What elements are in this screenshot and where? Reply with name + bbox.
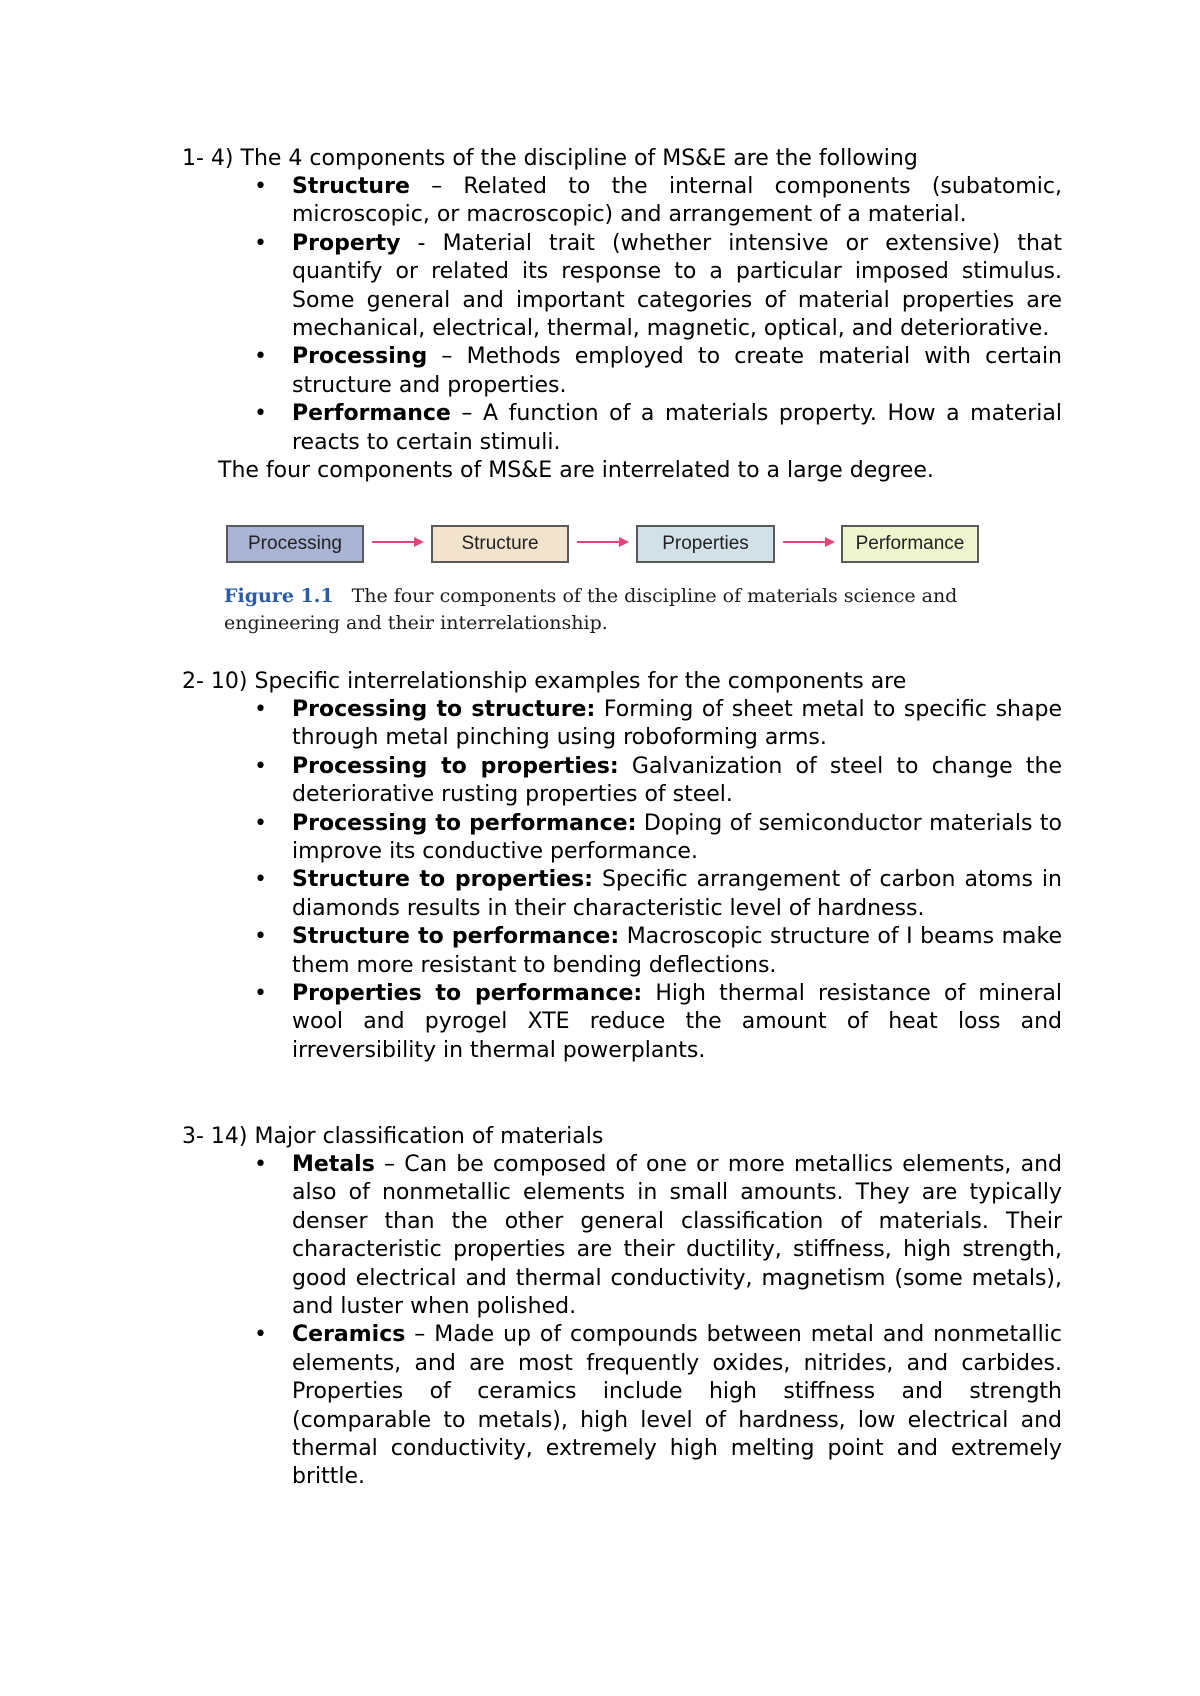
item-term: Processing to performance: bbox=[292, 810, 637, 836]
item-term: Processing bbox=[292, 344, 428, 370]
item-text: – A function of a materials property. How a material reacts to certain stimuli. bbox=[292, 401, 1062, 455]
list-item bbox=[182, 753, 1062, 810]
list-item bbox=[182, 866, 1062, 923]
bullet-icon: • bbox=[254, 697, 267, 722]
bullet-list bbox=[182, 1151, 1062, 1492]
item-text: – Methods employed to create material with certain structure and properties. bbox=[292, 344, 1062, 398]
box-structure: Structure bbox=[431, 525, 569, 563]
item-text: - Material trait (whether intensive or extensive) that quantify or related its response to a particular imposed stimulus. Some general and important categories of material properties are mechanical, electrical, thermal, magnetic, optical, and deteriorative. bbox=[292, 230, 1062, 342]
item-text: Galvanization of steel to change the deteriorative rusting properties of steel. bbox=[292, 753, 1062, 808]
closing-sentence: The four components of MS&E are interrelated to a large degree. bbox=[218, 458, 934, 484]
item-term: Structure to properties: bbox=[292, 867, 593, 893]
item-term: Structure to performance: bbox=[292, 924, 620, 950]
arrow-right-icon bbox=[781, 530, 837, 554]
item-text: – Related to the internal components (subatomic, microscopic, or macroscopic) and arrangement of a material. bbox=[292, 174, 1062, 228]
list-item bbox=[182, 230, 1062, 344]
list-item bbox=[182, 1151, 1062, 1321]
item-term: Processing to structure: bbox=[292, 697, 596, 722]
section-interrelationships bbox=[182, 668, 1062, 1065]
bullet-list bbox=[182, 696, 1062, 1065]
flow-diagram bbox=[224, 522, 1064, 566]
item-term: Structure bbox=[292, 174, 410, 199]
list-item bbox=[182, 343, 1062, 400]
figure-caption-text: The four components of the discipline of materials science and engineering and their interrelationship. bbox=[224, 585, 958, 634]
section-heading: 2- 10) Specific interrelationship examples for the components are bbox=[182, 669, 907, 694]
bullet-icon: • bbox=[254, 1152, 267, 1177]
list-item bbox=[182, 980, 1062, 1065]
item-text: – Made up of compounds between metal and nonmetallic elements, and are most frequently oxides, nitrides, and carbides. Properties of ceramics include high stiffness and strength (comparable to metals), high level of hardness, low electrical and thermal conductivity, extremely high melting point and extremely brittle. bbox=[292, 1322, 1062, 1490]
box-properties: Properties bbox=[636, 525, 775, 563]
arrow-right-icon bbox=[370, 530, 426, 554]
item-text: Forming of sheet metal to specific shape through metal pinching using roboforming arms. bbox=[292, 697, 1062, 751]
list-item bbox=[182, 696, 1062, 753]
section-components bbox=[182, 145, 1062, 485]
bullet-icon: • bbox=[254, 981, 267, 1007]
item-text: Doping of semiconductor materials to improve its conductive performance. bbox=[292, 810, 1062, 865]
bullet-list bbox=[182, 173, 1062, 457]
bullet-icon: • bbox=[254, 810, 267, 836]
arrow-right-icon bbox=[575, 530, 631, 554]
item-text: – Can be composed of one or more metallics elements, and also of nonmetallic elements in small amounts. They are typically denser than the other general classification of materials. Their characteristic properties are their ductility, stiffness, high strength, good electrical and thermal conductivity, magnetism (some metals), and luster when polished. bbox=[292, 1152, 1062, 1320]
figure-label: Figure 1.1 bbox=[224, 585, 334, 607]
list-item bbox=[182, 923, 1062, 980]
item-term: Ceramics bbox=[292, 1322, 406, 1348]
item-text: High thermal resistance of mineral wool and pyrogel XTE reduce the amount of heat loss and irreversibility in thermal powerplants. bbox=[292, 981, 1063, 1063]
item-term: Performance bbox=[292, 401, 451, 427]
item-term: Property bbox=[292, 230, 401, 256]
box-performance: Performance bbox=[841, 525, 979, 563]
item-text: Macroscopic structure of I beams make them more resistant to bending deflections. bbox=[292, 924, 1062, 978]
figure-caption bbox=[224, 583, 1064, 637]
figure-1-1 bbox=[224, 522, 1064, 642]
item-term: Metals bbox=[292, 1152, 375, 1177]
bullet-icon: • bbox=[254, 174, 267, 199]
box-processing: Processing bbox=[226, 525, 364, 563]
section-heading: 3- 14) Major classification of materials bbox=[182, 1124, 604, 1149]
list-item bbox=[182, 810, 1062, 867]
bullet-icon: • bbox=[254, 1322, 267, 1348]
item-term: Processing to properties: bbox=[292, 753, 619, 779]
section-heading: 1- 4) The 4 components of the discipline of MS&E are the following bbox=[182, 146, 918, 171]
bullet-icon: • bbox=[254, 924, 267, 950]
bullet-icon: • bbox=[254, 401, 267, 427]
bullet-icon: • bbox=[254, 753, 267, 779]
list-item bbox=[182, 1321, 1062, 1491]
bullet-icon: • bbox=[254, 344, 267, 370]
bullet-icon: • bbox=[254, 867, 267, 893]
list-item bbox=[182, 173, 1062, 230]
list-item bbox=[182, 400, 1062, 457]
bullet-icon: • bbox=[254, 230, 267, 256]
item-term: Properties to performance: bbox=[292, 981, 643, 1007]
section-classification bbox=[182, 1123, 1062, 1492]
item-text: Specific arrangement of carbon atoms in diamonds results in their characteristic level of hardness. bbox=[292, 867, 1062, 921]
